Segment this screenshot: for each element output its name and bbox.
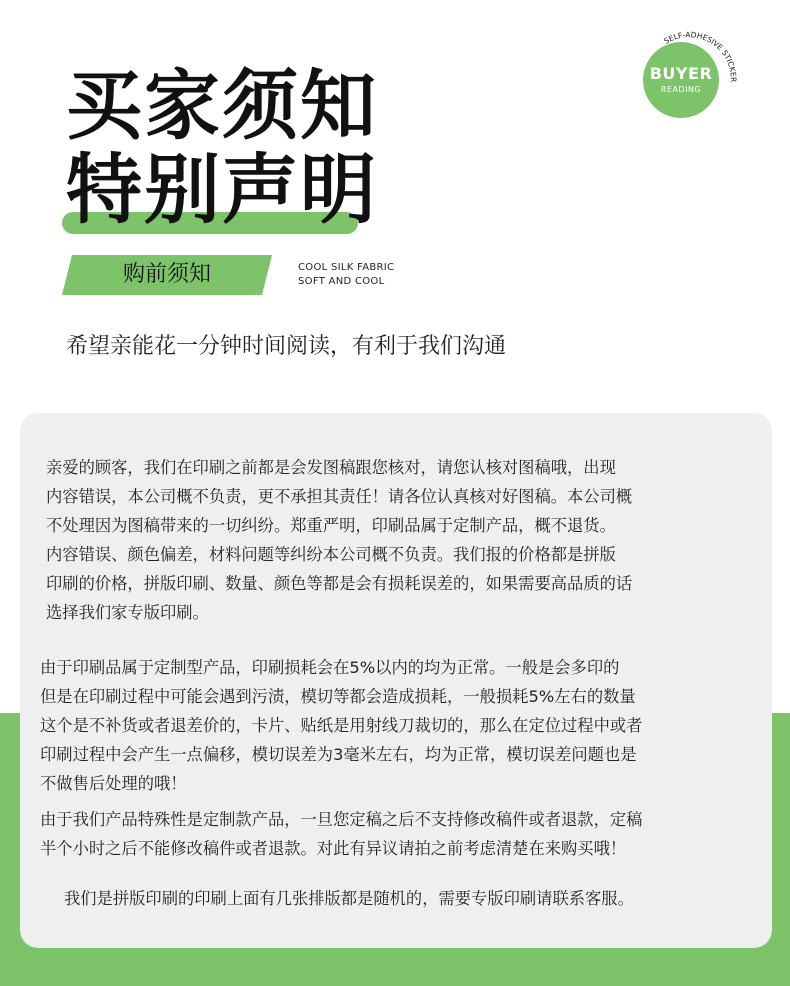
svg-text:SELF-ADHESIVE STICKER xyxy=(662,30,738,82)
notice-paragraph-3 xyxy=(40,805,765,863)
text-line: 由于我们产品特殊性是定制款产品，一旦您定稿之后不支持修改稿件或者退款，定稿 xyxy=(40,810,643,829)
text-line: 由于印刷品属于定制型产品，印刷损耗会在5%以内的均为正常。一般是会多印的 xyxy=(40,658,620,677)
subtitle: 希望亲能花一分钟时间阅读，有利于我们沟通 xyxy=(66,334,507,359)
title-line-2: 特别声明 xyxy=(66,145,378,234)
text-line: 但是在印刷过程中可能会遇到污渍，模切等都会造成损耗，一般损耗5%左右的数量 xyxy=(40,687,636,706)
text-line: 印刷的价格，拼版印刷、数量、颜色等都是会有损耗误差的，如果需要高品质的话 xyxy=(46,574,633,593)
badge-ring-label: SELF-ADHESIVE STICKER xyxy=(662,30,738,83)
title-line-1: 买家须知 xyxy=(66,61,378,150)
tag-label: 购前须知 xyxy=(122,262,211,287)
text-line: 不处理因为图稿带来的一切纠纷。郑重严明，印刷品属于定制产品，概不退货。 xyxy=(46,516,616,535)
text-line: 半个小时之后不能修改稿件或者退款。对此有异议请拍之前考虑清楚在来购买哦！ xyxy=(40,839,627,858)
badge-ring-text xyxy=(636,22,736,122)
notice-paragraph-1 xyxy=(46,453,761,627)
badge-main-text: BUYER xyxy=(649,64,713,83)
notice-paragraph-4: 我们是拼版印刷的印刷上面有几张排版都是随机的，需要专版印刷请联系客服。 xyxy=(64,889,634,908)
text-line: 这个是不补货或者退差价的，卡片、贴纸是用射线刀裁切的，那么在定位过程中或者 xyxy=(40,716,643,735)
badge-sub-text: READING xyxy=(660,85,702,94)
tag-english-line-2: SOFT AND COOL xyxy=(298,276,385,287)
text-line: 亲爱的顾客，我们在印刷之前都是会发图稿跟您核对，请您认核对图稿哦，出现 xyxy=(46,458,616,477)
text-line: 内容错误、颜色偏差，材料问题等纠纷本公司概不负责。我们报的价格都是拼版 xyxy=(46,545,616,564)
text-line: 内容错误，本公司概不负责，更不承担其责任！请各位认真核对好图稿。本公司概 xyxy=(46,487,633,506)
notice-paragraph-2 xyxy=(40,653,765,798)
text-line: 选择我们家专版印刷。 xyxy=(46,603,209,622)
tag-english-caption xyxy=(298,261,394,289)
text-line: 印刷过程中会产生一点偏移，模切误差为3毫米左右，均为正常，模切误差问题也是 xyxy=(40,745,637,764)
text-line: 不做售后处理的哦！ xyxy=(40,774,187,793)
tag-english-line-1: COOL SILK FABRIC xyxy=(298,262,395,273)
